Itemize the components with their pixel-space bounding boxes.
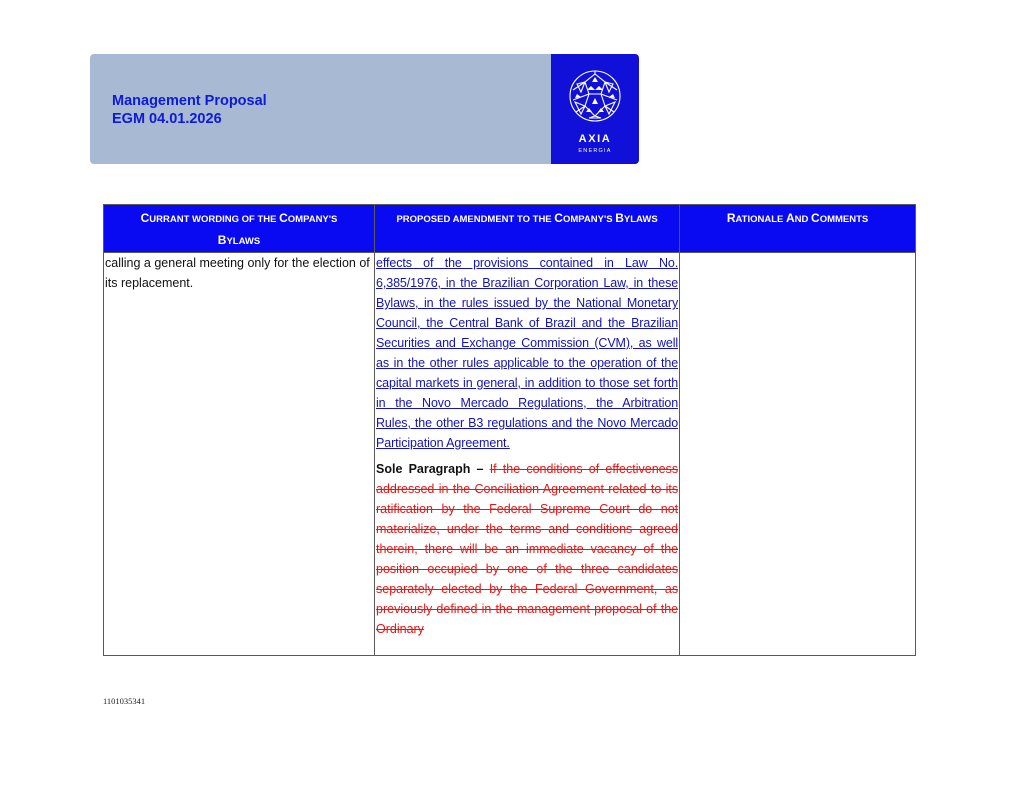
deleted-text: If the conditions of effectiveness addressed in the Conciliation Agreement related to its ratification by the Federal Supreme Court do not materialize, under the terms and conditions agreed therein, there will be an immediate vacancy of the position occupied by one of the three candidates separately elected by the Federal Government, as previously defined in the management proposal of the Ordinary <box>376 462 679 636</box>
inserted-text: effects of the provisions contained in Law No. 6,385/1976, in the Brazilian Corporation Law, in these Bylaws, in the rules issued by the National Monetary Council, the Central Bank of Brazil and the Brazilian Securities and Exchange Commission (CVM), as well as in the other rules applicable to the operation of the capital markets in general, in addition to those set forth in the Novo Mercado Regulations, the Arbitration Rules, the other B3 regulations and the Novo Mercado Participation Agreement. <box>376 256 679 450</box>
header-rationale: RATIONALE AND COMMENTS <box>680 205 916 253</box>
header-proposed-amendment: PROPOSED AMENDMENT TO THE COMPANY'S BYLAWS <box>375 205 680 253</box>
current-wording-text: calling a general meeting only for the election of its replacement. <box>105 256 370 290</box>
logo-name: AXIA <box>578 133 612 145</box>
sole-paragraph-label: Sole Paragraph – <box>376 462 484 476</box>
meeting-date-title: EGM 04.01.2026 <box>112 111 222 127</box>
sole-paragraph <box>376 459 678 639</box>
proposed-amendment-cell <box>375 253 680 656</box>
company-logo <box>551 54 639 164</box>
globe-logo-icon <box>567 68 623 124</box>
current-wording-cell <box>104 253 375 656</box>
header-band <box>90 54 552 164</box>
bylaws-comparison-table <box>103 204 916 656</box>
table-row <box>104 253 916 656</box>
header-current-wording: CURRANT WORDING OF THE COMPANY'S BYLAWS <box>104 205 375 253</box>
document-code: 1101035341 <box>103 696 146 706</box>
logo-subtitle: ENERGIA <box>578 148 612 154</box>
rationale-cell <box>680 253 916 656</box>
proposal-title: Management Proposal <box>112 93 267 109</box>
table-header-row <box>104 205 916 253</box>
